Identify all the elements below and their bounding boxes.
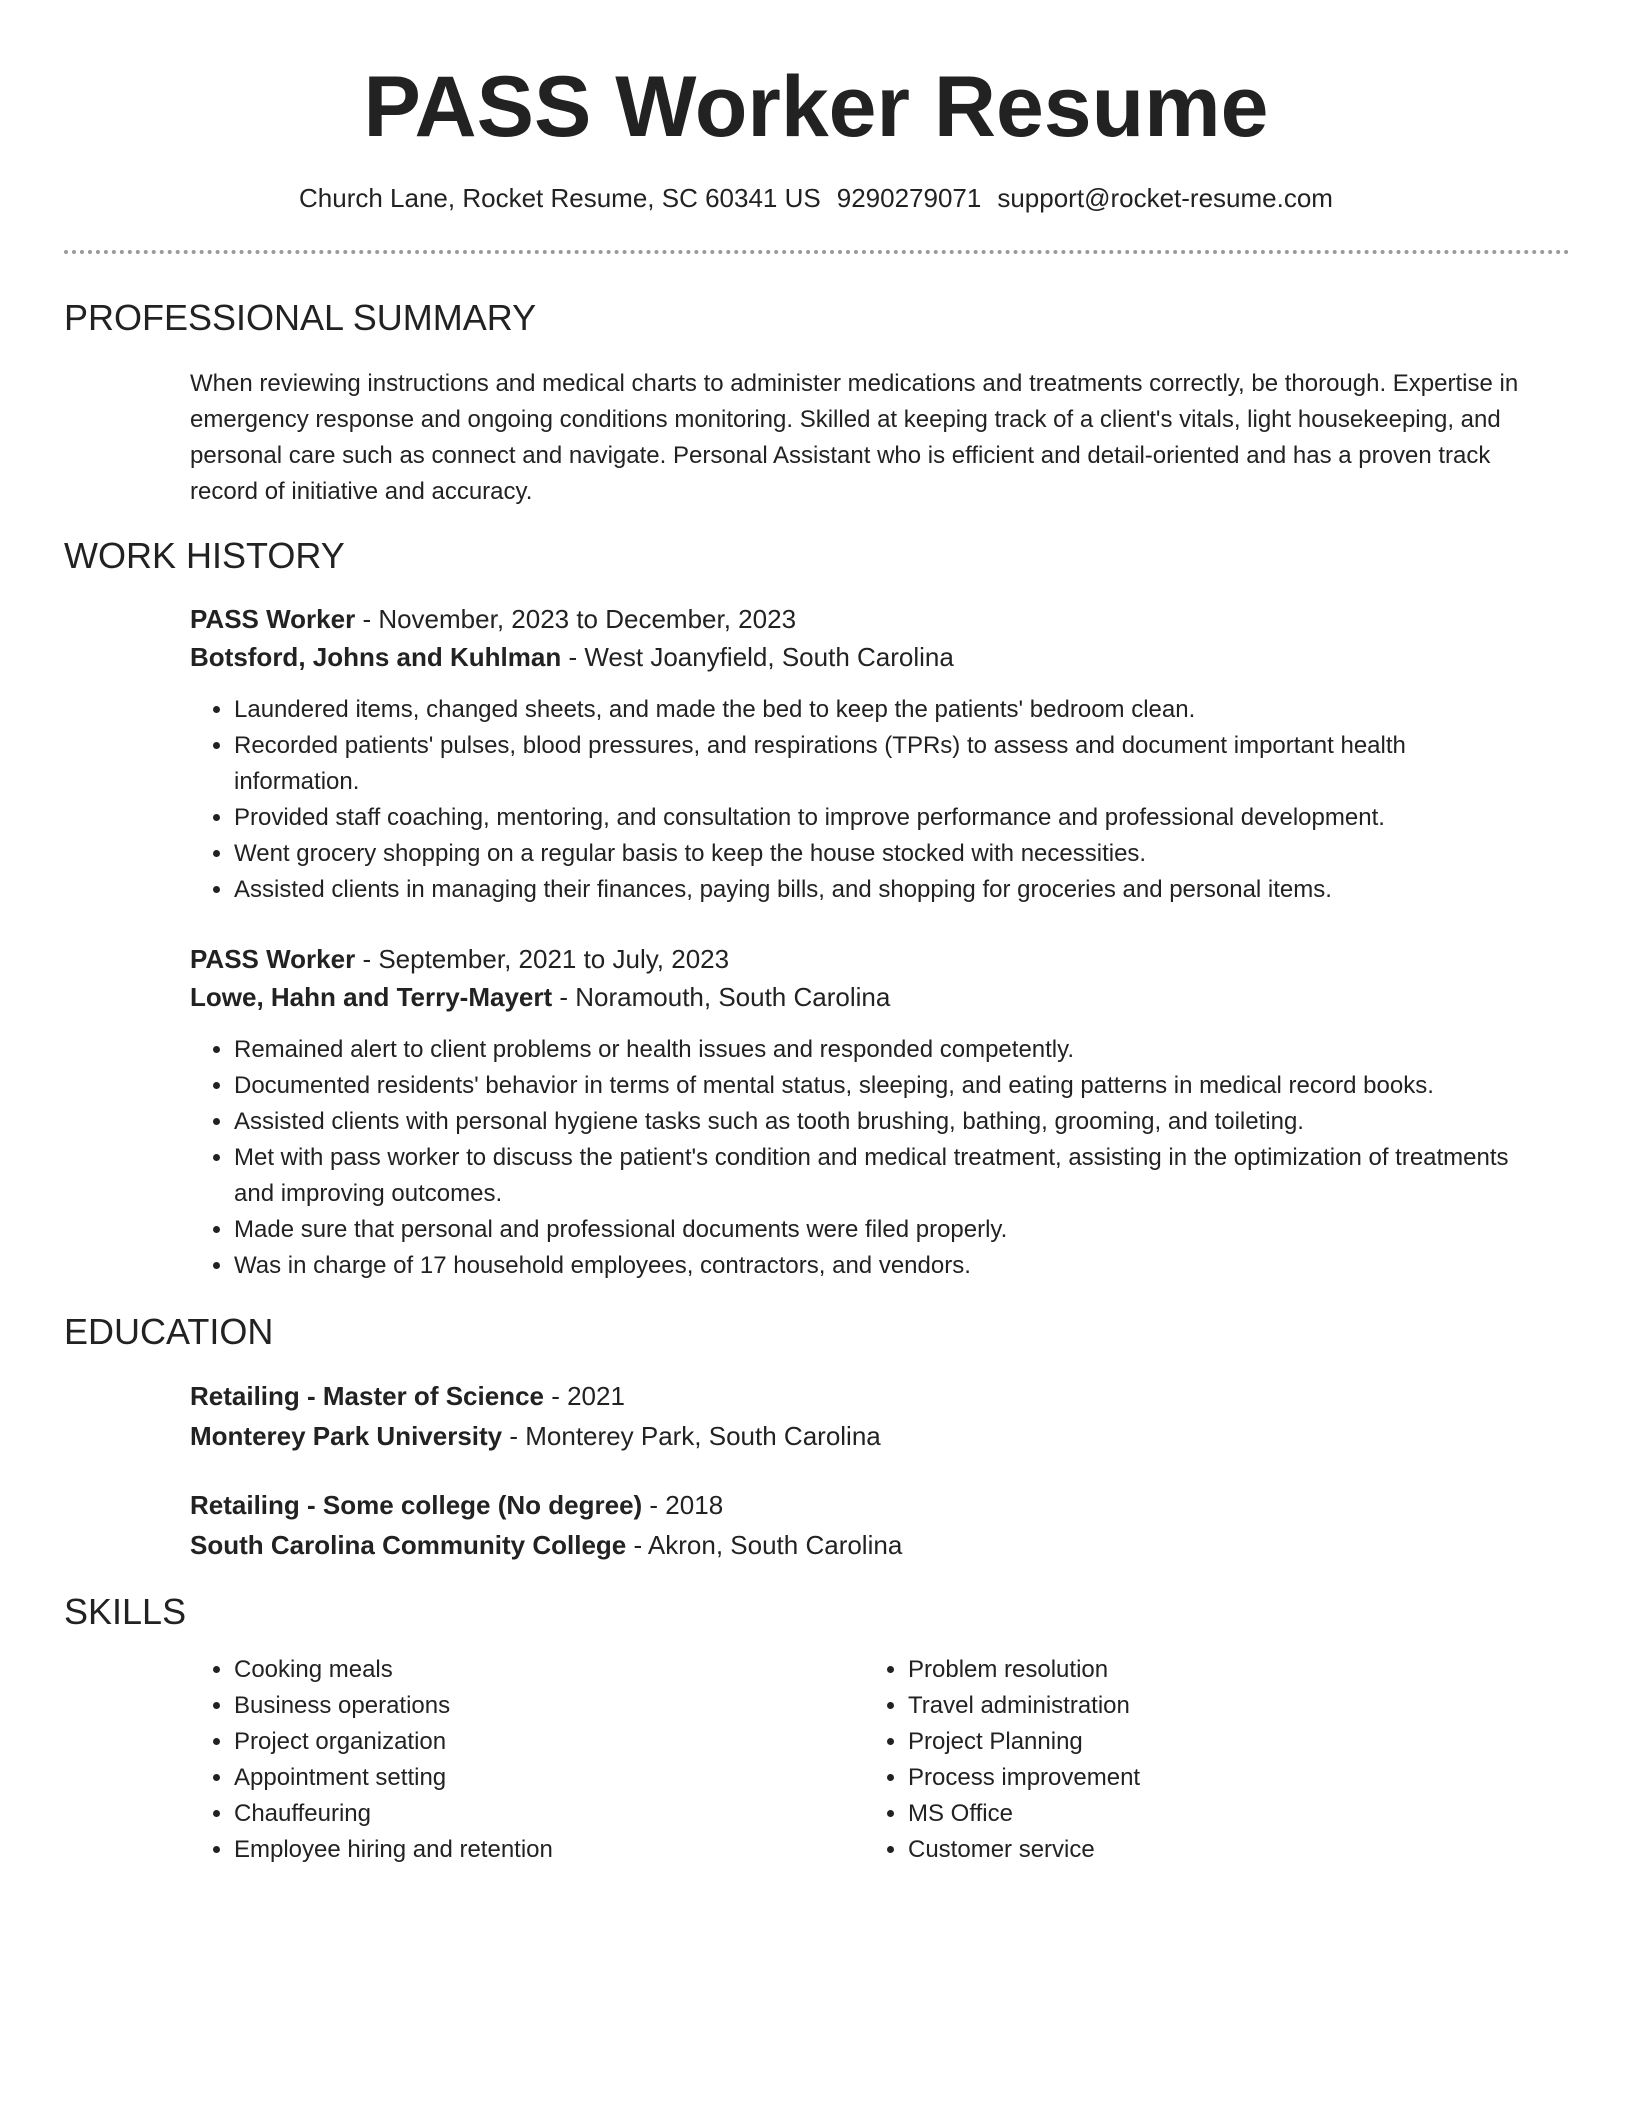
contact-line <box>0 180 1632 216</box>
list-item: • Made sure that personal and professional documents were filed properly. <box>234 1212 1510 1248</box>
contact-address: Church Lane, Rocket Resume, SC 60341 US <box>299 183 821 213</box>
job-title: PASS Worker <box>190 604 356 634</box>
skills-heading: SKILLS <box>64 1591 187 1632</box>
list-item: • Laundered items, changed sheets, and made the bed to keep the patients' bedroom clean. <box>234 692 1510 728</box>
education-entry <box>190 1376 1570 1456</box>
list-item: • Documented residents' behavior in terms of mental status, sleeping, and eating patterns in medical record books. <box>234 1068 1510 1104</box>
education-degree: Retailing - Some college (No degree) <box>190 1490 643 1520</box>
list-item: • Problem resolution <box>908 1652 1504 1688</box>
job-company: Lowe, Hahn and Terry-Mayert <box>190 982 553 1012</box>
education-location: - Monterey Park, South Carolina <box>502 1421 881 1451</box>
job-entry <box>190 600 1570 676</box>
education-school-line <box>190 1525 1570 1565</box>
list-item: • Business operations <box>234 1688 830 1724</box>
job-location: - West Joanyfield, South Carolina <box>561 642 954 672</box>
list-item: • Assisted clients in managing their finances, paying bills, and shopping for groceries and personal items. <box>234 872 1510 908</box>
job-title: PASS Worker <box>190 944 356 974</box>
education-year: - 2021 <box>543 1381 625 1411</box>
list-item: • Went grocery shopping on a regular basis to keep the house stocked with necessities. <box>234 836 1510 872</box>
list-item: • Project Planning <box>908 1724 1504 1760</box>
job-dates: - September, 2021 to July, 2023 <box>355 944 730 974</box>
list-item: • Travel administration <box>908 1688 1504 1724</box>
list-item: • Cooking meals <box>234 1652 830 1688</box>
job-bullets <box>190 692 1510 908</box>
job-company-line <box>190 978 1570 1016</box>
education-school: Monterey Park University <box>190 1421 503 1451</box>
job-entry <box>190 940 1570 1016</box>
list-item: • Remained alert to client problems or health issues and responded competently. <box>234 1032 1510 1068</box>
job-bullets <box>190 1032 1510 1284</box>
job-company-line <box>190 638 1570 676</box>
skills-left-column <box>190 1652 830 1868</box>
education-entry <box>190 1485 1570 1565</box>
work-history-heading: WORK HISTORY <box>64 535 345 576</box>
contact-phone: 9290279071 <box>836 183 982 213</box>
contact-email: support@rocket-resume.com <box>997 183 1333 213</box>
education-degree: Retailing - Master of Science <box>190 1381 544 1411</box>
list-item: • Provided staff coaching, mentoring, and consultation to improve performance and professional development. <box>234 800 1510 836</box>
list-item: • Project organization <box>234 1724 830 1760</box>
education-heading: EDUCATION <box>64 1311 274 1352</box>
job-location: - Noramouth, South Carolina <box>552 982 891 1012</box>
skills-right-column <box>864 1652 1504 1868</box>
list-item: • Recorded patients' pulses, blood pressures, and respirations (TPRs) to assess and document important health information. <box>234 728 1510 800</box>
list-item: • Employee hiring and retention <box>234 1832 830 1868</box>
job-company: Botsford, Johns and Kuhlman <box>190 642 562 672</box>
education-year: - 2018 <box>642 1490 724 1520</box>
list-item: • Met with pass worker to discuss the patient's condition and medical treatment, assisting in the optimization of treatments and improving outcomes. <box>234 1140 1510 1212</box>
resume-title: PASS Worker Resume <box>363 59 1269 155</box>
summary-text: When reviewing instructions and medical charts to administer medications and treatments correctly, be thorough. Expertise in emergency response and ongoing conditions monitoring. Skilled at keeping track of a client's vitals, light housekeeping, and personal care such as connect and navigate. Personal Assistant who is efficient and detail-oriented and has a proven track record of initiative and accuracy. <box>190 370 1519 505</box>
education-school: South Carolina Community College <box>190 1530 627 1560</box>
list-item: • MS Office <box>908 1796 1504 1832</box>
list-item: • Customer service <box>908 1832 1504 1868</box>
education-location: - Akron, South Carolina <box>626 1530 903 1560</box>
header-divider <box>64 250 1570 254</box>
job-dates: - November, 2023 to December, 2023 <box>355 604 797 634</box>
list-item: • Assisted clients with personal hygiene tasks such as tooth brushing, bathing, grooming, and toileting. <box>234 1104 1510 1140</box>
education-degree-line <box>190 1485 1570 1525</box>
education-degree-line <box>190 1376 1570 1416</box>
list-item: • Appointment setting <box>234 1760 830 1796</box>
job-title-line <box>190 600 1570 638</box>
list-item: • Chauffeuring <box>234 1796 830 1832</box>
list-item: • Was in charge of 17 household employees, contractors, and vendors. <box>234 1248 1510 1284</box>
job-title-line <box>190 940 1570 978</box>
summary-heading: PROFESSIONAL SUMMARY <box>64 297 537 338</box>
list-item: • Process improvement <box>908 1760 1504 1796</box>
education-school-line <box>190 1416 1570 1456</box>
